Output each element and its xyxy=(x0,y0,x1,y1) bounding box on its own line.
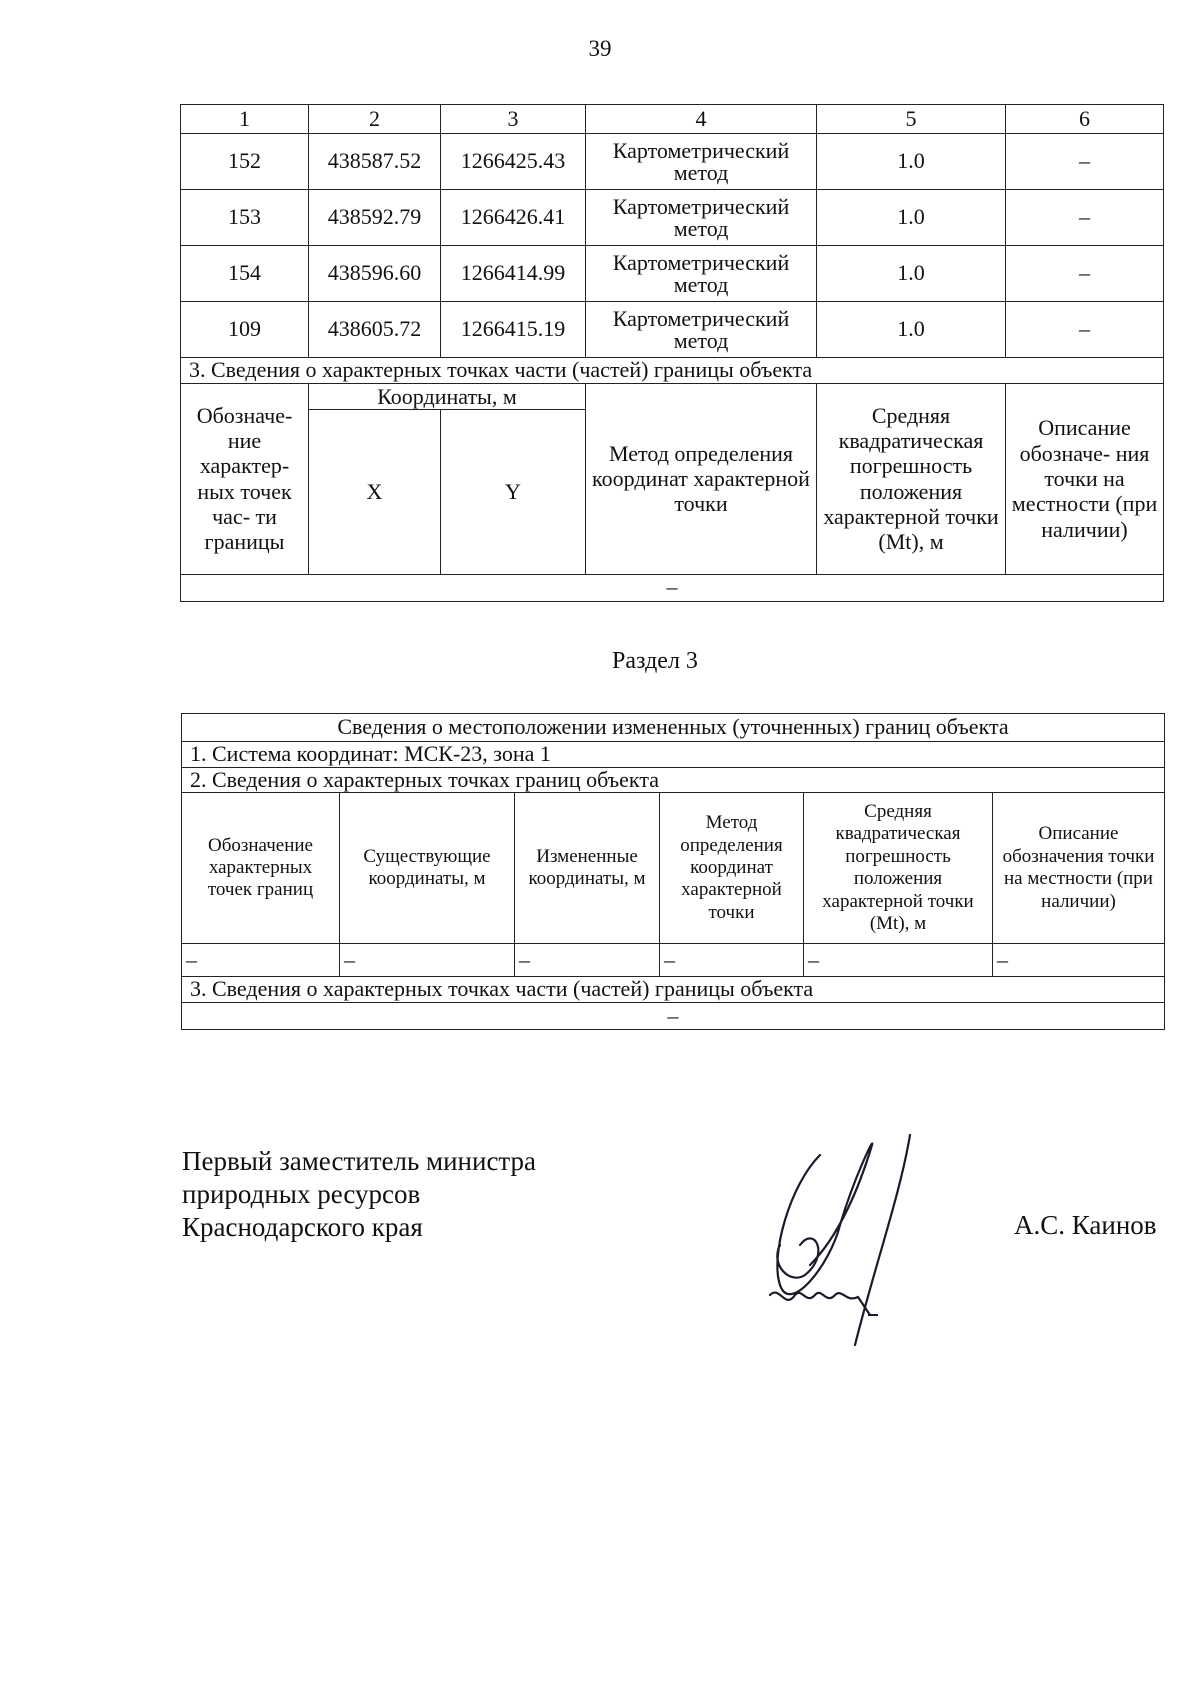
accuracy: 1.0 xyxy=(817,190,1006,246)
coord-system: 1. Система координат: МСК-23, зона 1 xyxy=(182,742,1165,768)
description: – xyxy=(1006,302,1164,358)
section-row xyxy=(182,742,1165,768)
point-id: 154 xyxy=(181,246,309,302)
table-title-row xyxy=(182,714,1165,742)
header-x: X xyxy=(309,409,441,574)
method: Картометрический метод xyxy=(586,246,817,302)
point-id: 153 xyxy=(181,190,309,246)
col-number: 4 xyxy=(586,105,817,134)
coord-y: 1266425.43 xyxy=(441,134,586,190)
method: Картометрический метод xyxy=(586,302,817,358)
section3-title: 3. Сведения о характерных точках части (частей) границы объекта xyxy=(181,358,1164,384)
section2-title: 2. Сведения о характерных точках границ объекта xyxy=(182,767,1165,793)
header-row xyxy=(182,793,1165,944)
col-number: 2 xyxy=(309,105,441,134)
header-description: Описание обозначения точки на местности (при наличии) xyxy=(993,793,1165,944)
coord-x: 438587.52 xyxy=(309,134,441,190)
signatory-position xyxy=(182,1145,536,1244)
header-method: Метод определения координат характерной точки xyxy=(586,383,817,574)
section-title: Раздел 3 xyxy=(612,648,698,674)
coord-y: 1266415.19 xyxy=(441,302,586,358)
header-accuracy: Средняя квадратическая погрешность положения характерной точки (Mt), м xyxy=(804,793,993,944)
description: – xyxy=(1006,134,1164,190)
position-line: природных ресурсов xyxy=(182,1178,421,1209)
header-row xyxy=(181,383,1164,409)
table-changed-boundaries xyxy=(181,713,1165,1030)
table-row xyxy=(181,302,1164,358)
point-id: 109 xyxy=(181,302,309,358)
description: – xyxy=(1006,190,1164,246)
empty-value: – xyxy=(182,1002,1165,1029)
coord-y: 1266414.99 xyxy=(441,246,586,302)
cell: – xyxy=(804,944,993,977)
header-method: Метод определения координат характерной точки xyxy=(660,793,804,944)
table-row xyxy=(181,190,1164,246)
col-number: 5 xyxy=(817,105,1006,134)
empty-row xyxy=(182,1002,1165,1029)
description: – xyxy=(1006,246,1164,302)
position-line: Первый заместитель министра xyxy=(182,1146,537,1176)
position-line: Краснодарского края xyxy=(182,1211,423,1242)
method: Картометрический метод xyxy=(586,190,817,246)
method: Картометрический метод xyxy=(586,134,817,190)
point-id: 152 xyxy=(181,134,309,190)
header-designation: Обозначе- ние характер- ных точек час- ти границы xyxy=(181,383,309,574)
column-number-row xyxy=(181,105,1164,134)
header-y: Y xyxy=(441,409,586,574)
handwritten-signature xyxy=(760,1115,940,1355)
coord-x: 438605.72 xyxy=(309,302,441,358)
cell: – xyxy=(340,944,515,977)
accuracy: 1.0 xyxy=(817,134,1006,190)
cell: – xyxy=(182,944,340,977)
coord-x: 438596.60 xyxy=(309,246,441,302)
section-row xyxy=(182,767,1165,793)
accuracy: 1.0 xyxy=(817,302,1006,358)
col-number: 6 xyxy=(1006,105,1164,134)
table-row xyxy=(181,134,1164,190)
accuracy: 1.0 xyxy=(817,246,1006,302)
cell: – xyxy=(993,944,1165,977)
empty-value: – xyxy=(181,574,1164,601)
empty-row xyxy=(181,574,1164,601)
cell: – xyxy=(660,944,804,977)
section-row xyxy=(182,977,1165,1003)
header-changed: Измененные координаты, м xyxy=(515,793,660,944)
coord-y: 1266426.41 xyxy=(441,190,586,246)
coord-x: 438592.79 xyxy=(309,190,441,246)
table-row xyxy=(181,246,1164,302)
header-designation: Обозначение характерных точек границ xyxy=(182,793,340,944)
table-row xyxy=(182,944,1165,977)
section3-title: 3. Сведения о характерных точках части (частей) границы объекта xyxy=(182,977,1165,1003)
signatory-name: А.С. Каинов xyxy=(1014,1210,1157,1240)
col-number: 1 xyxy=(181,105,309,134)
section-row xyxy=(181,358,1164,384)
col-number: 3 xyxy=(441,105,586,134)
header-accuracy: Средняя квадратическая погрешность положения характерной точки (Mt), м xyxy=(817,383,1006,574)
cell: – xyxy=(515,944,660,977)
table-title: Сведения о местоположении измененных (уточненных) границ объекта xyxy=(182,714,1165,742)
header-description: Описание обозначе- ния точки на местности (при наличии) xyxy=(1006,383,1164,574)
header-existing: Существующие координаты, м xyxy=(340,793,515,944)
table-boundary-points-continued xyxy=(180,104,1164,602)
page-number: 39 xyxy=(588,36,612,61)
header-coordinates: Координаты, м xyxy=(309,383,586,409)
